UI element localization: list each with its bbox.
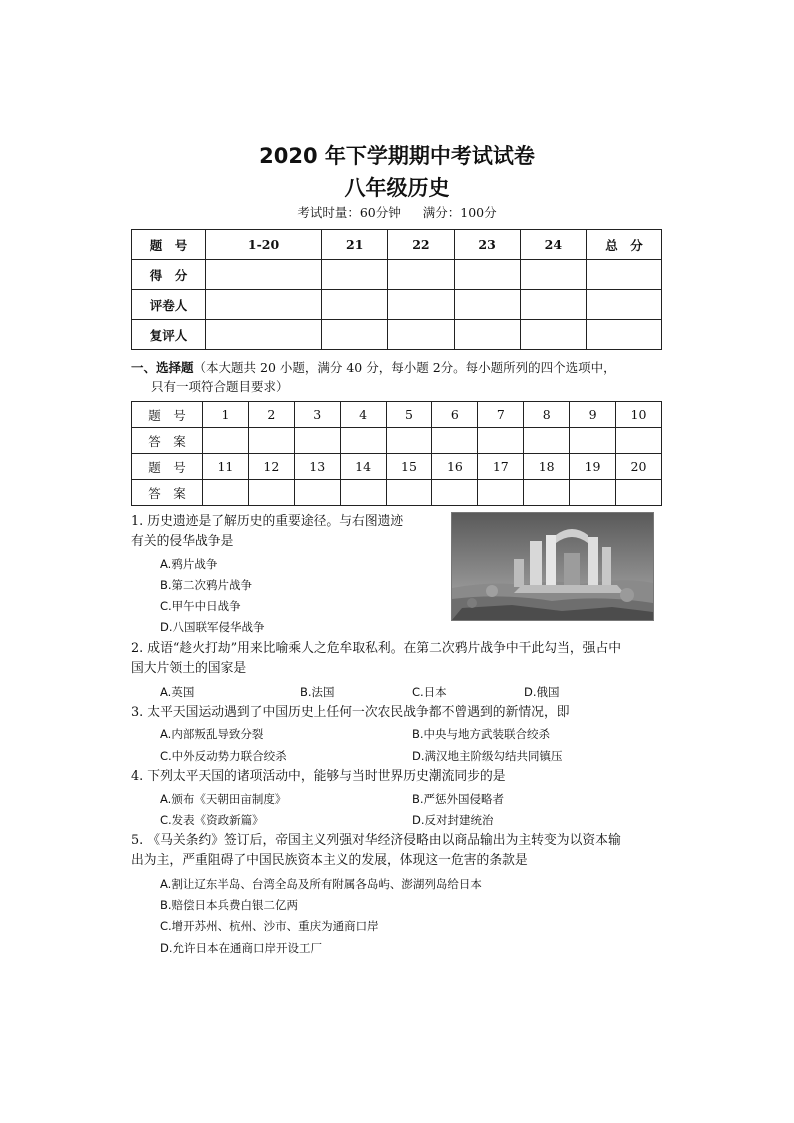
answer-num: 12 [248, 454, 294, 480]
answer-cell[interactable] [570, 480, 616, 506]
answer-cell[interactable] [248, 428, 294, 454]
answer-num-row [132, 454, 662, 480]
answer-num: 6 [432, 402, 478, 428]
score-cell[interactable] [206, 260, 322, 290]
answer-row [132, 428, 662, 454]
exam-subject: 八年级历史 [344, 176, 450, 200]
question-3 [131, 703, 671, 723]
score-cell[interactable] [454, 320, 520, 350]
answer-num: 18 [524, 454, 570, 480]
answer-cell[interactable] [203, 480, 249, 506]
answer-label: 答 案 [132, 480, 203, 506]
question-stem: 有关的侵华战争是 [131, 534, 234, 549]
score-cell[interactable] [322, 320, 388, 350]
section-heading [131, 358, 671, 396]
score-header-cell: 24 [520, 230, 586, 260]
score-header-cell: 题 号 [132, 230, 206, 260]
answer-cell[interactable] [432, 428, 478, 454]
score-header-cell: 23 [454, 230, 520, 260]
option-d[interactable]: D.满汉地主阶级勾结共同镇压 [412, 749, 563, 763]
option-a[interactable]: A.英国 [160, 685, 195, 699]
score-row-label: 得 分 [132, 260, 206, 290]
section-title: 一、选择题 [131, 360, 194, 375]
score-header-cell: 1-20 [206, 230, 322, 260]
score-cell[interactable] [587, 290, 662, 320]
option-a[interactable]: A.内部叛乱导致分裂 [160, 727, 264, 741]
option-c[interactable]: C.发表《资政新篇》 [160, 813, 264, 827]
exam-time: 考试时量：60分钟 [297, 205, 401, 220]
answer-cell[interactable] [340, 480, 386, 506]
answer-num: 11 [203, 454, 249, 480]
score-cell[interactable] [587, 320, 662, 350]
answer-num: 9 [570, 402, 616, 428]
score-row-label: 评卷人 [132, 290, 206, 320]
option-d[interactable]: D.反对封建统治 [412, 813, 494, 827]
option-c[interactable]: C.增开苏州、杭州、沙市、重庆为通商口岸 [160, 919, 379, 933]
exam-full-score: 满分：100分 [422, 205, 497, 220]
section-desc-line2: 只有一项符合题目要求） [151, 379, 289, 394]
answer-cell[interactable] [478, 480, 524, 506]
answer-num: 5 [386, 402, 432, 428]
exam-title: 2020 年下学期期中考试试卷 [259, 144, 535, 168]
score-header-cell: 22 [388, 230, 454, 260]
answer-cell[interactable] [432, 480, 478, 506]
option-c[interactable]: C.中外反动势力联合绞杀 [160, 749, 287, 763]
answer-cell[interactable] [340, 428, 386, 454]
answer-cell[interactable] [570, 428, 616, 454]
option-b[interactable]: B.第二次鸦片战争 [160, 578, 253, 592]
score-row-label: 复评人 [132, 320, 206, 350]
question-2 [131, 639, 671, 679]
answer-num-row [132, 402, 662, 428]
answer-cell[interactable] [203, 428, 249, 454]
option-d[interactable]: D.俄国 [524, 685, 560, 699]
option-a[interactable]: A.鸦片战争 [160, 557, 218, 571]
answer-num: 3 [294, 402, 340, 428]
answer-num-label: 题 号 [132, 454, 203, 480]
score-table-header-row [132, 230, 662, 260]
option-b[interactable]: B.法国 [300, 685, 335, 699]
option-b[interactable]: B.中央与地方武装联合绞杀 [412, 727, 551, 741]
option-a[interactable]: A.颁布《天朝田亩制度》 [160, 792, 287, 806]
answer-num: 4 [340, 402, 386, 428]
score-cell[interactable] [206, 290, 322, 320]
score-cell[interactable] [322, 290, 388, 320]
option-c[interactable]: C.甲午中日战争 [160, 599, 241, 613]
score-cell[interactable] [388, 290, 454, 320]
score-table [131, 229, 662, 350]
answer-cell[interactable] [524, 480, 570, 506]
answer-num: 20 [616, 454, 662, 480]
score-header-cell: 21 [322, 230, 388, 260]
score-cell[interactable] [322, 260, 388, 290]
answer-cell[interactable] [386, 428, 432, 454]
option-c[interactable]: C.日本 [412, 685, 447, 699]
answer-row [132, 480, 662, 506]
answer-table [131, 401, 662, 506]
answer-num: 1 [203, 402, 249, 428]
option-b[interactable]: B.严惩外国侵略者 [412, 792, 505, 806]
answer-cell[interactable] [478, 428, 524, 454]
answer-cell[interactable] [294, 480, 340, 506]
question-1 [131, 512, 671, 552]
score-cell[interactable] [388, 260, 454, 290]
question-stem: 3. 太平天国运动遇到了中国历史上任何一次农民战争都不曾遇到的新情况，即 [131, 705, 570, 720]
answer-num: 19 [570, 454, 616, 480]
score-row [132, 320, 662, 350]
answer-cell[interactable] [524, 428, 570, 454]
answer-cell[interactable] [386, 480, 432, 506]
answer-num: 2 [248, 402, 294, 428]
answer-num: 17 [478, 454, 524, 480]
option-d[interactable]: D.八国联军侵华战争 [160, 620, 265, 634]
score-cell[interactable] [388, 320, 454, 350]
score-cell[interactable] [520, 260, 586, 290]
section-desc: （本大题共 20 小题，满分 40 分，每小题 2分。每小题所列的四个选项中， [193, 360, 616, 375]
score-cell[interactable] [520, 290, 586, 320]
answer-cell[interactable] [616, 480, 662, 506]
answer-num-label: 题 号 [132, 402, 203, 428]
answer-cell[interactable] [248, 480, 294, 506]
score-cell[interactable] [587, 260, 662, 290]
answer-num: 7 [478, 402, 524, 428]
question-5 [131, 831, 671, 871]
score-row [132, 260, 662, 290]
score-cell[interactable] [520, 320, 586, 350]
question-4 [131, 767, 671, 787]
answer-label: 答 案 [132, 428, 203, 454]
option-d[interactable]: D.允许日本在通商口岸开设工厂 [160, 941, 323, 955]
answer-num: 16 [432, 454, 478, 480]
question-stem: 国大片领土的国家是 [131, 661, 247, 676]
question-stem: 1. 历史遗迹是了解历史的重要途径。与右图遗迹 [131, 514, 404, 529]
answer-num: 14 [340, 454, 386, 480]
answer-num: 15 [386, 454, 432, 480]
answer-num: 10 [616, 402, 662, 428]
option-a[interactable]: A.割让辽东半岛、台湾全岛及所有附属各岛屿、澎湖列岛给日本 [160, 877, 482, 891]
answer-num: 8 [524, 402, 570, 428]
exam-info [0, 203, 794, 221]
question-stem: 2. 成语“趁火打劫”用来比喻乘人之危牟取私利。在第二次鸦片战争中干此勾当，强占中 [131, 641, 622, 656]
question-stem: 出为主，严重阻碍了中国民族资本主义的发展，体现这一危害的条款是 [131, 853, 528, 868]
score-header-cell: 总 分 [587, 230, 662, 260]
score-cell[interactable] [454, 290, 520, 320]
answer-cell[interactable] [294, 428, 340, 454]
score-cell[interactable] [454, 260, 520, 290]
score-row [132, 290, 662, 320]
question-stem: 5. 《马关条约》签订后，帝国主义列强对华经济侵略由以商品输出为主转变为以资本输 [131, 833, 621, 848]
score-cell[interactable] [206, 320, 322, 350]
question-stem: 4. 下列太平天国的诸项活动中，能够与当时世界历史潮流同步的是 [131, 769, 506, 784]
answer-num: 13 [294, 454, 340, 480]
answer-cell[interactable] [616, 428, 662, 454]
option-b[interactable]: B.赔偿日本兵费白银二亿两 [160, 898, 299, 912]
